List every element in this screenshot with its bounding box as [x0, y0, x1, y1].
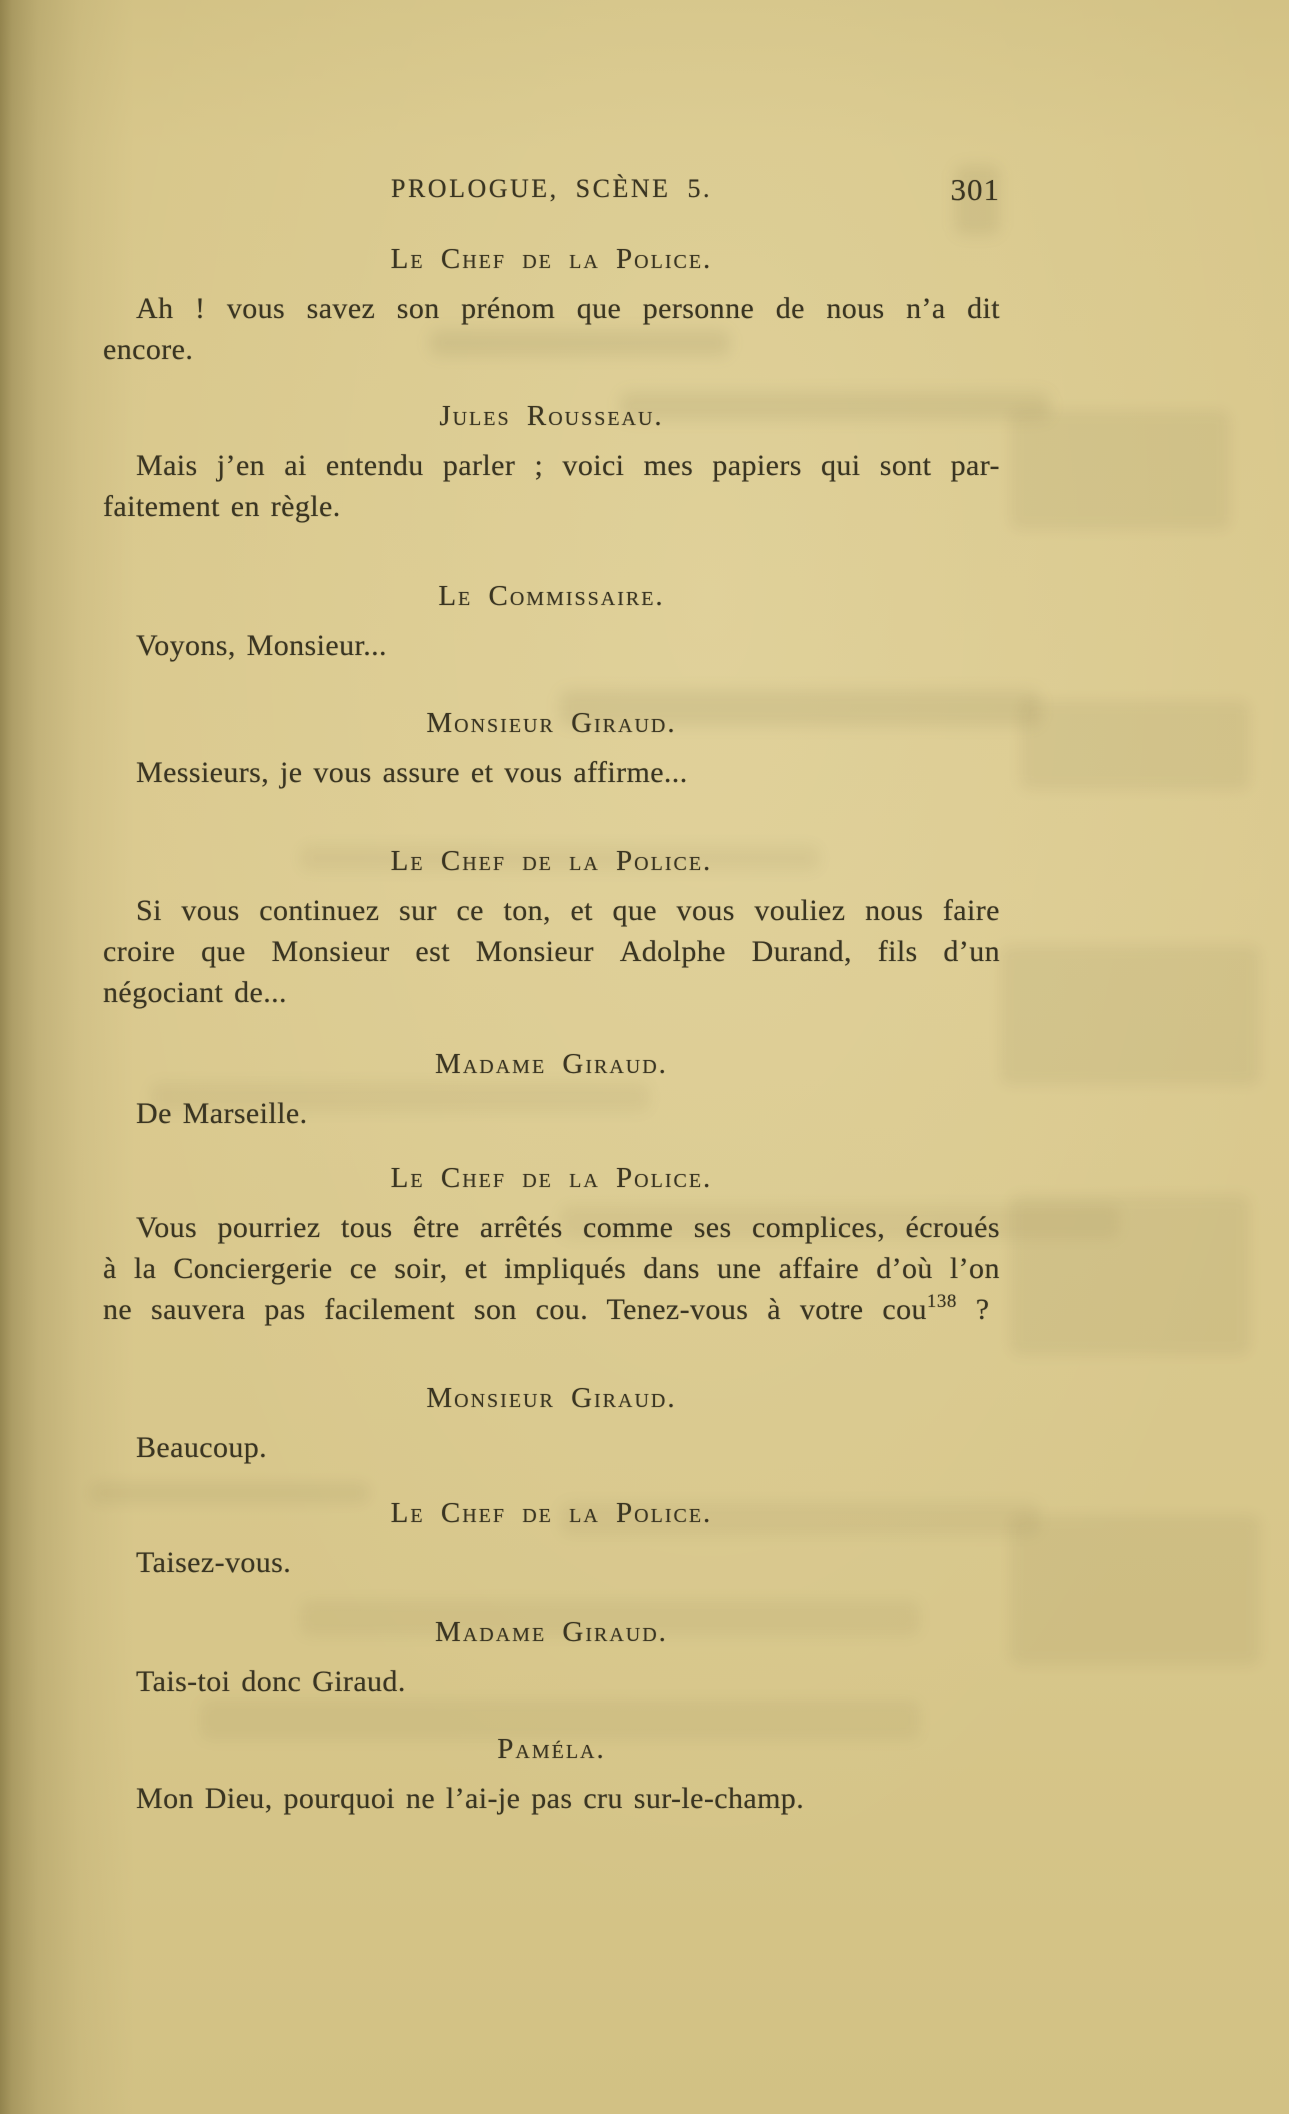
showthrough-artifact	[1020, 700, 1250, 790]
showthrough-artifact	[1010, 1195, 1250, 1355]
dialogue-line: croire que Monsieur est Monsieur Adolphe Durand, fils d’un	[103, 935, 1000, 968]
speaker-heading: Jules Rousseau.	[439, 400, 664, 432]
dialogue-line: Ah ! vous savez son prénom que personne de nous n’a dit	[136, 292, 1000, 325]
dialogue-line: Messieurs, je vous assure et vous affirme...	[136, 756, 688, 789]
text-block	[103, 239, 1000, 1819]
speaker-heading: Le Chef de la Police.	[390, 1497, 713, 1529]
speaker-heading: Le Chef de la Police.	[390, 845, 713, 877]
speech-block	[103, 1158, 1000, 1334]
dialogue-line-text: ne sauvera pas facilement son cou. Tenez-vous à votre cou	[103, 1293, 927, 1326]
page-number: 301	[950, 172, 1000, 207]
showthrough-artifact	[1010, 1515, 1260, 1665]
speech-block	[103, 576, 1000, 666]
speaker-heading: Monsieur Giraud.	[426, 707, 677, 739]
speaker-heading: Madame Giraud.	[435, 1616, 668, 1648]
dialogue-line: Mon Dieu, pourquoi ne l’ai-je pas cru sur-le-champ.	[136, 1782, 805, 1815]
footnote-reference: 138	[926, 1291, 957, 1312]
dialogue-line-text: ?	[956, 1293, 990, 1326]
dialogue-line: encore.	[103, 333, 194, 366]
speech-block	[103, 1612, 1000, 1702]
dialogue-line: Voyons, Monsieur...	[136, 629, 387, 662]
dialogue-line: à la Conciergerie ce soir, et impliqués dans une affaire d’où l’on	[103, 1252, 1000, 1285]
dialogue-line: Tais-toi donc Giraud.	[136, 1665, 406, 1698]
speaker-heading: Le Chef de la Police.	[390, 243, 713, 275]
showthrough-artifact	[1010, 410, 1230, 530]
dialogue-line: Si vous continuez sur ce ton, et que vous vouliez nous faire	[136, 894, 1000, 927]
speech-block	[103, 841, 1000, 1013]
dialogue-line: Beaucoup.	[136, 1431, 268, 1464]
showthrough-artifact	[1000, 945, 1260, 1085]
speech-block	[103, 1044, 1000, 1134]
speech-block	[103, 239, 1000, 370]
speech-block	[103, 1378, 1000, 1468]
dialogue-line: négociant de...	[103, 976, 287, 1009]
dialogue-line: Vous pourriez tous être arrêtés comme ses complices, écroués	[136, 1211, 1000, 1244]
speech-block	[103, 1729, 1000, 1819]
speaker-heading: Paméla.	[497, 1733, 606, 1765]
speech-block	[103, 1493, 1000, 1583]
running-header: PROLOGUE, SCÈNE 5.	[390, 174, 712, 203]
speaker-heading: Monsieur Giraud.	[426, 1382, 677, 1414]
speech-block	[103, 396, 1000, 527]
speech-block	[103, 703, 1000, 793]
dialogue-line	[103, 1289, 1000, 1334]
dialogue-line: Taisez-vous.	[136, 1546, 292, 1579]
speaker-heading: Le Commissaire.	[438, 580, 665, 612]
speaker-heading: Madame Giraud.	[435, 1048, 668, 1080]
dialogue-line: faitement en règle.	[103, 490, 341, 523]
dialogue-line: Mais j’en ai entendu parler ; voici mes papiers qui sont par-	[136, 449, 1000, 482]
dialogue-line: De Marseille.	[136, 1097, 308, 1130]
speaker-heading: Le Chef de la Police.	[390, 1162, 713, 1194]
